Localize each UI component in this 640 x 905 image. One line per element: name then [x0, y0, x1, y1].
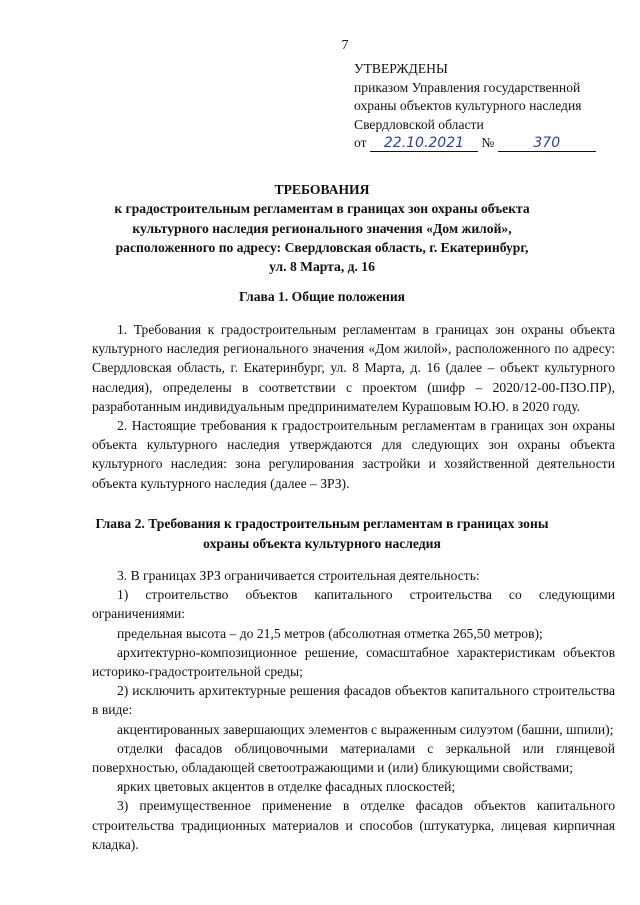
approval-line: охраны объектов культурного наследия — [354, 98, 582, 113]
chapter-2-heading — [92, 514, 552, 553]
paragraph: 1) строительство объектов капитального строительства со следующими ограничениями: — [92, 587, 615, 622]
chapter-1-heading: Глава 1. Общие положения — [238, 289, 406, 304]
paragraph: архитектурно-композиционное решение, сомасштабное характеристикам объектов историко-градостроительной среды; — [92, 644, 615, 680]
page-number: 7 — [341, 38, 349, 53]
title-line: культурного наследия регионального значения «Дом жилой», — [132, 220, 512, 236]
paragraph: 3. В границах ЗРЗ ограничивается строительная деятельность: — [117, 568, 480, 583]
date-prefix: от — [354, 135, 367, 150]
approval-block — [354, 60, 624, 153]
chapter-2-body — [92, 566, 615, 854]
paragraph: 2) исключить архитектурные решения фасадов объектов капитального строительства в виде: — [92, 683, 615, 718]
paragraph: акцентированных завершающих элементов с выраженным силуэтом (башни, шпили); — [117, 721, 614, 737]
chapter-heading-line: Глава 2. Требования к градостроительным регламентам в границах зоны — [95, 516, 549, 531]
paragraph: 3) преимущественное применение в отделке фасадов объектов капитального строительства традиционных материалов и способов (штукатурка, лицевая кирпичная кладка). — [92, 798, 615, 852]
title-line: ул. 8 Марта, д. 16 — [269, 259, 375, 275]
title-line: к градостроительным регламентам в границах зон охраны объекта — [114, 201, 530, 217]
approval-line: приказом Управления государственной — [354, 79, 581, 95]
handwritten-date: 22.10.2021 — [370, 135, 478, 152]
approval-line: Свердловской области — [354, 116, 484, 132]
paragraph: 2. Настоящие требования к градостроительным регламентам в границах зон охраны объекта культурного наследия утверждаются для следующих зон охраны объекта культурного наследия: зона регулирования застройки и хозяйственной деятельности объекта культурного наследия (далее – ЗРЗ). — [92, 418, 615, 491]
number-sign: № — [481, 135, 495, 150]
paragraph: отделки фасадов облицовочными материалами с зеркальной или глянцевой поверхностью, обладающей светоотражающими и (или) бликующими свойствами; — [92, 740, 615, 776]
paragraph: ярких цветовых акцентов в отделке фасадных плоскостей; — [117, 779, 456, 795]
title-line: расположенного по адресу: Свердловская область, г. Екатеринбург, — [115, 239, 529, 255]
paragraph: 1. Требования к градостроительным регламентам в границах зон охраны объекта культурного наследия регионального значения «Дом жилой», расположенного по адресу: Свердловская область, г. Екатеринбург, ул. 8 Марта, д. 16 (далее – объект культурного наследия), определены в соответствии с проектом (шифр – 2020/12-00-ПЗО.ПР), разработанным индивидуальным предпринимателем Курашовым Ю.Ю. в 2020 году. — [92, 322, 615, 414]
approval-heading: УТВЕРЖДЕНЫ — [354, 61, 448, 76]
document-title — [92, 180, 552, 276]
title-line: ТРЕБОВАНИЯ — [274, 182, 370, 197]
chapter-1-body — [92, 320, 615, 493]
handwritten-number: 370 — [498, 135, 596, 152]
paragraph: предельная высота – до 21,5 метров (абсолютная отметка 265,50 метров); — [117, 625, 543, 641]
chapter-heading-line: охраны объекта культурного наследия — [203, 535, 441, 551]
approval-date-number-line — [354, 134, 624, 153]
